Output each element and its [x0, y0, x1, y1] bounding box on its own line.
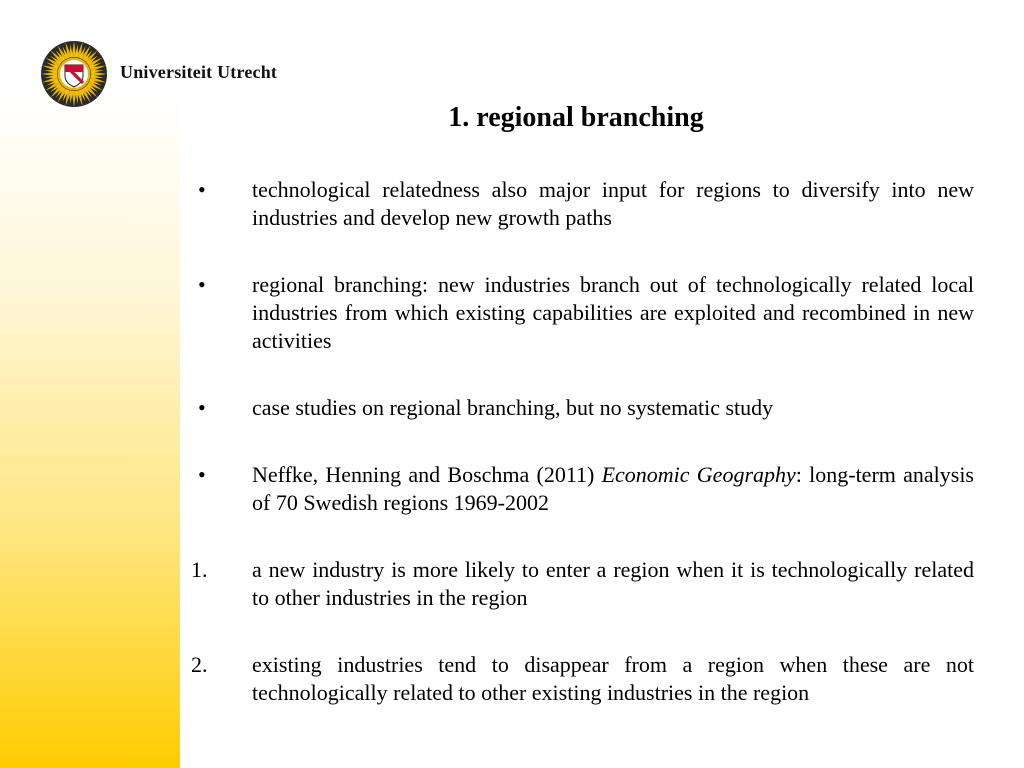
journal-name: Economic Geography — [601, 462, 796, 487]
list-item — [190, 176, 974, 232]
number-marker: 1. — [191, 557, 208, 582]
list-item-text: a new industry is more likely to enter a region when it is technologically related to other industries in the region — [252, 557, 974, 610]
number-marker: 2. — [191, 652, 208, 677]
bullet-marker: • — [198, 272, 206, 297]
slide-content — [190, 176, 974, 707]
list-item — [190, 651, 974, 707]
list-item-text: regional branching: new industries branch out of technologically related local industries from which existing capabilities are exploited and recombined in new activities — [252, 272, 974, 353]
slide-title: 1. regional branching — [448, 102, 704, 133]
bullet-marker: • — [198, 462, 206, 487]
side-gradient-bar — [0, 96, 180, 768]
university-logo — [40, 40, 277, 108]
bullet-marker: • — [198, 395, 206, 420]
citation-detail: : long-term analysis of 70 Swedish regions 1969-2002 — [252, 462, 974, 515]
sun-seal-icon — [40, 40, 108, 108]
list-item — [190, 461, 974, 517]
list-item — [190, 271, 974, 355]
list-item-text: existing industries tend to disappear from a region when these are not technologically related to other existing industries in the region — [252, 652, 974, 705]
bullet-marker: • — [198, 177, 206, 202]
university-name: Universiteit Utrecht — [120, 61, 278, 82]
citation-text: Neffke, Henning and Boschma (2011) — [252, 462, 602, 487]
list-item-text: case studies on regional branching, but no systematic study — [252, 395, 774, 420]
list-item-text — [252, 461, 974, 517]
list-item — [190, 556, 974, 612]
list-item — [190, 394, 974, 422]
list-item-text: technological relatedness also major input for regions to diversify into new industries and develop new growth paths — [252, 177, 974, 230]
